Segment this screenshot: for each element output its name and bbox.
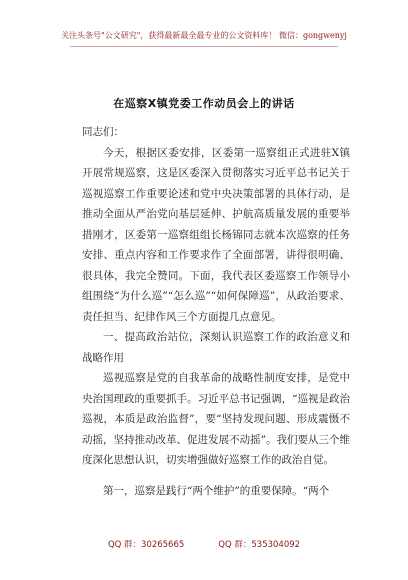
- paragraph-point-1: 第一，巡察是践行“两个维护”的重要保障。“两个: [103, 484, 330, 497]
- footer-qq-group: QQ 群：30265665: [107, 540, 185, 550]
- footer-qq: QQ 群：535304092: [218, 540, 301, 550]
- paragraph-section-1: 巡视巡察是党的自我革命的战略性制度安排，是党中央治国理政的重要抓手。习近平总书记强调，“巡视是政治巡视，本质是政治监督”，要“坚持发现问题、形成震慑不动摇，坚持推动改革、促进发展不动摇”。我们要从三个维度深化思想认识，切实增强做好巡察工作的政治自觉。: [82, 372, 350, 466]
- header-divider: [70, 46, 338, 47]
- document-body: [82, 118, 350, 501]
- salutation: 同志们：: [82, 126, 124, 138]
- paragraph-intro: 今天，根据区委安排，区委第一巡察组正式进驻X镇开展常规巡察，这是区委深入贯彻落实习近平总书记关于巡视巡察工作重要论述和党中央决策部署的具体行动，是推动全面从严治党向基层延伸、护航高质量发展的重要举措刚才，区委第一巡察组组长杨锦同志就本次巡察的任务安排、重点内容和工作要求作了全面部署，讲得很明确、很具体，我完全赞同。下面，我代表区委巡察工作领导小组围绕“为什么巡”“怎么巡”“如何保障巡”，从政治要求、责任担当、纪律作风三个方面提几点意见。: [82, 146, 350, 323]
- header-banner: 关注头条号"公文研究"，获得最新最全最专业的公文资料库！ 微信：gongwenyj: [61, 31, 347, 40]
- section-heading-1: 一、提高政治站位，深刻认识巡察工作的政治意义和战略作用: [82, 331, 350, 364]
- document-title: 在巡察X镇党委工作动员会上的讲话: [113, 97, 295, 110]
- footer-qq-contacts: [0, 538, 408, 550]
